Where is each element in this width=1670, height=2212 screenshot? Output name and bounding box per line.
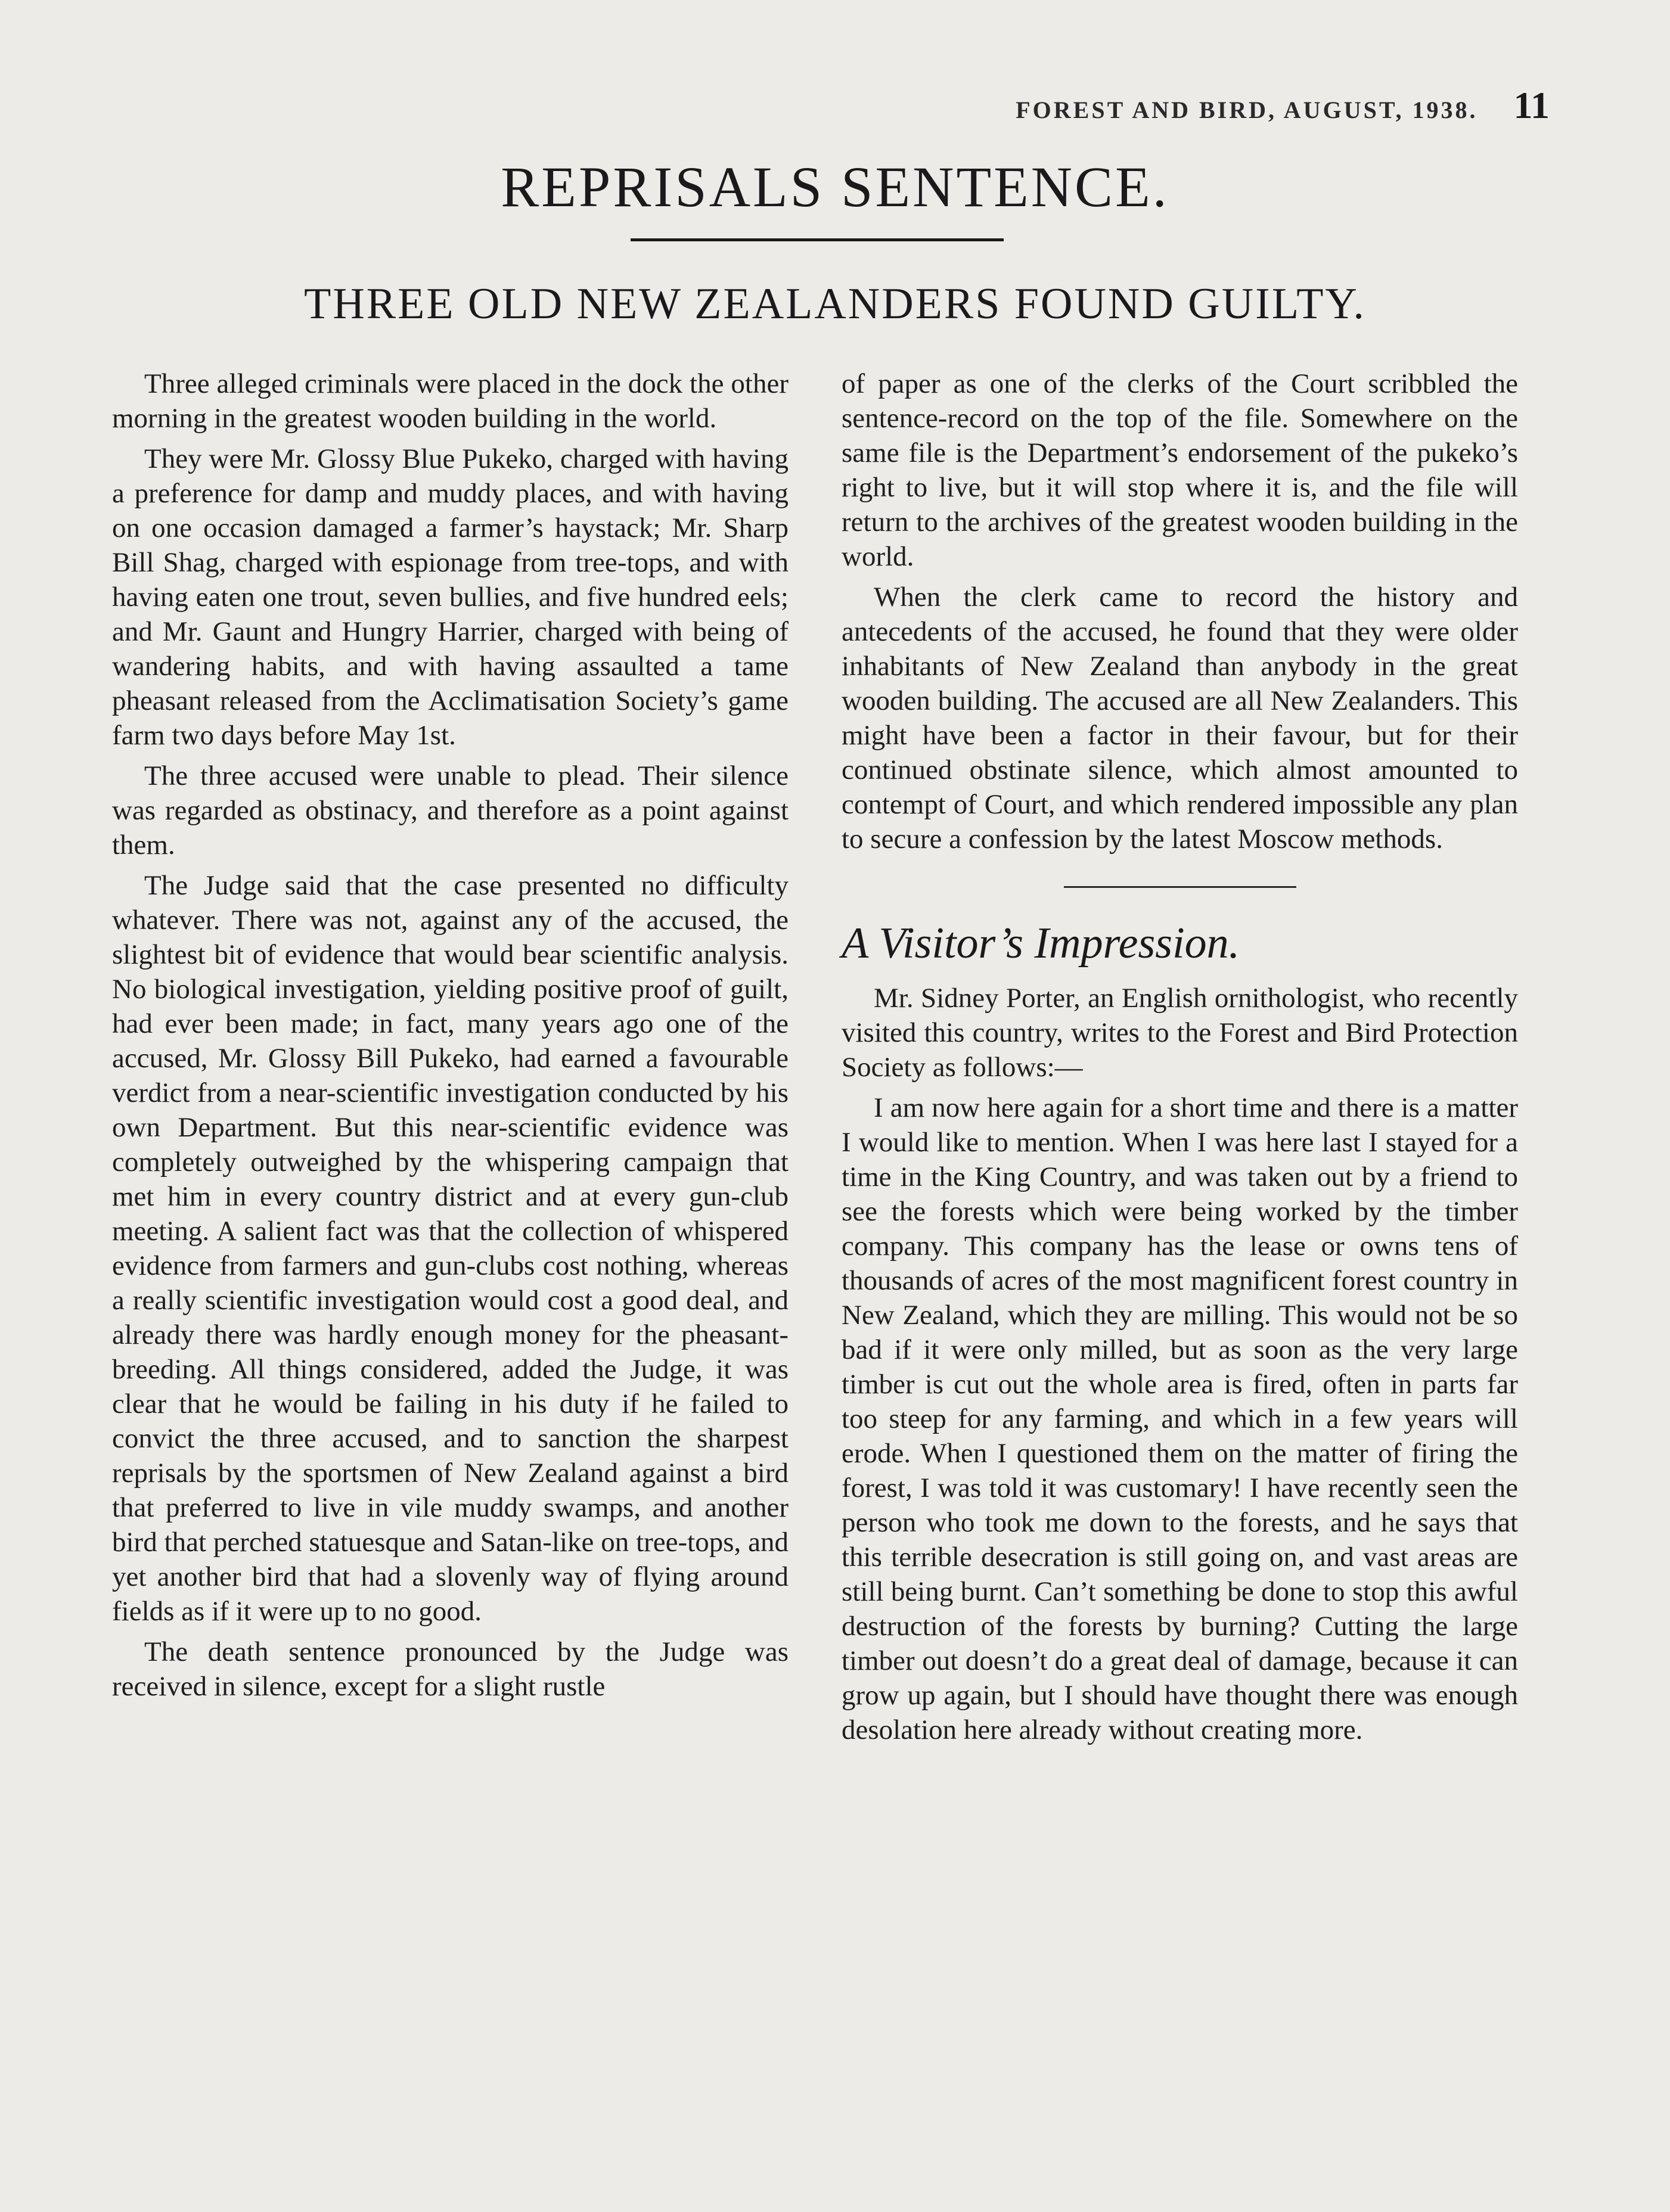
article-paragraph: When the clerk came to record the history and antecedents of the accused, he found that they were older inhabitants of New Zealand than anybody in the great wooden building. The accused are all New Zealanders. This might have been a factor in their favour, but for their continued obstinate silence, which almost amounted to contempt of Court, and which rendered impossible any plan to secure a confession by the latest Moscow methods. [842, 582, 1518, 855]
article-paragraph: Three alleged criminals were placed in the dock the other morning in the greatest wooden building in the world. [112, 368, 789, 434]
section-paragraph: Mr. Sidney Porter, an English ornithologist, who recently visited this country, writes to the Forest and Bird Protection Society as follows:— [842, 983, 1518, 1083]
article-paragraph: The death sentence pronounced by the Judge was received in silence, except for a slight rustle [112, 1636, 789, 1702]
page-number: 11 [1513, 84, 1550, 126]
section-divider [1064, 886, 1296, 888]
left-column [112, 366, 789, 1710]
page-header [977, 83, 1550, 128]
title-divider [631, 238, 1004, 241]
article-title: REPRISALS SENTENCE. [501, 155, 1169, 219]
publication-line: FOREST AND BIRD, AUGUST, 1938. [1016, 97, 1478, 123]
article-paragraph: The Judge said that the case presented no difficulty whatever. There was not, against any of the accused, the slightest bit of evidence that would bear scientific analysis. No biological investigation, yielding positive proof of guilt, had ever been made; in fact, many years ago one of the accused, Mr. Glossy Bill Pukeko, had earned a favourable verdict from a near-scientific investigation conducted by his own Department. But this near-scientific evidence was completely outweighed by the whispering campaign that met him in every country district and at every gun-club meeting. A salient fact was that the collection of whispered evidence from farmers and gun-clubs cost nothing, whereas a really scientific investigation would cost a good deal, and already there was hardly enough money for the pheasant-breeding. All things considered, added the Judge, it was clear that he would be failing in his duty if he failed to convict the three accused, and to sanction the sharpest reprisals by the sportsmen of New Zealand against a bird that preferred to live in vile muddy swamps, and another bird that perched statuesque and Satan-like on tree-tops, and yet another bird that had a slovenly way of flying around fields as if it were up to no good. [112, 870, 789, 1627]
article-subtitle: THREE OLD NEW ZEALANDERS FOUND GUILTY. [304, 279, 1366, 328]
article-paragraph: The three accused were unable to plead. Their silence was regarded as obstinacy, and therefore as a point against them. [112, 760, 789, 860]
section-heading: A Visitor’s Impression. [842, 919, 1240, 968]
right-column [842, 366, 1518, 1753]
article-paragraph: They were Mr. Glossy Blue Pukeko, charged with having a preference for damp and muddy places, and with having on one occasion damaged a farmer’s haystack; Mr. Sharp Bill Shag, charged with espionage from tree-tops, and with having eaten one trout, seven bullies, and five hundred eels; and Mr. Gaunt and Hungry Harrier, charged with being of wandering habits, and with having assaulted a tame pheasant released from the Acclimatisation Society’s game farm two days before May 1st. [112, 443, 789, 751]
section-paragraph: I am now here again for a short time and there is a matter I would like to mention. When I was here last I stayed for a time in the King Country, and was taken out by a friend to see the forests which were being worked by the timber company. This company has the lease or owns tens of thousands of acres of the most magnificent forest country in New Zealand, which they are milling. This would not be so bad if it were only milled, but as soon as the very large timber is cut out the whole area is fired, often in parts far too steep for any farming, and which in a few years will erode. When I questioned them on the matter of firing the forest, I was told it was customary! I have recently seen the person who took me down to the forests, and he says that this terrible desecration is still going on, and vast areas are still being burnt. Can’t something be done to stop this awful destruction of the forests by burning? Cutting the large timber out doesn’t do a great deal of damage, because it can grow up again, but I should have thought there was enough desolation here already without creating more. [842, 1092, 1518, 1745]
article-paragraph-continued: of paper as one of the clerks of the Court scribbled the sentence-record on the top of the file. Somewhere on the same file is the Department’s endorsement of the pukeko’s right to live, but it will stop where it is, and the file will return to the archives of the greatest wooden building in the world. [842, 368, 1518, 572]
